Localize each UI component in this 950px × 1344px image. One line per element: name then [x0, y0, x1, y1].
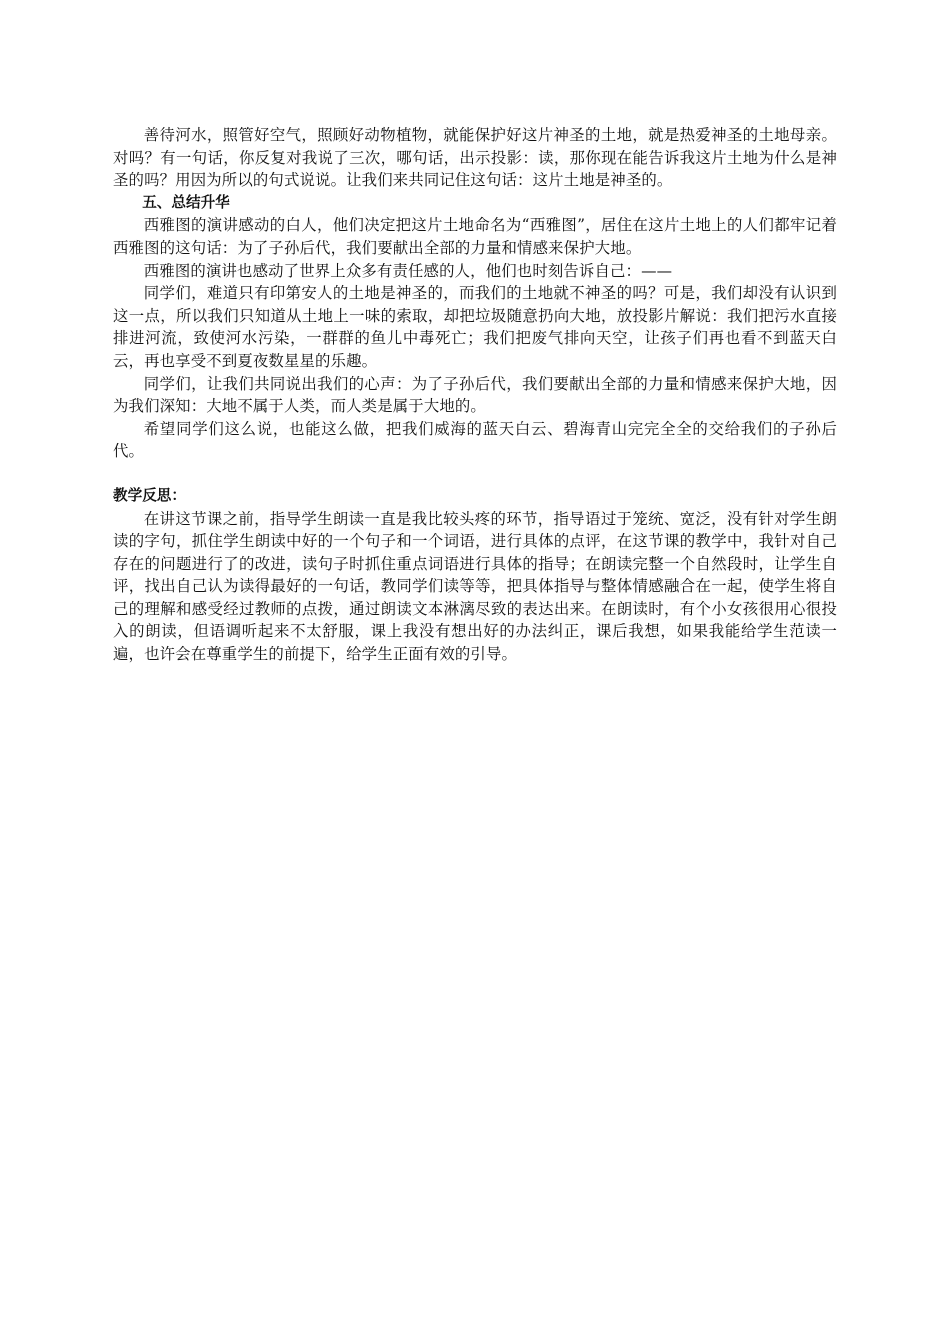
body-paragraph: 希望同学们这么说，也能这么做，把我们威海的蓝天白云、碧海青山完完全全的交给我们的子孙后代。 — [113, 419, 837, 461]
section-heading-summary: 五、总结升华 — [142, 193, 230, 211]
intro-paragraph: 善待河水，照管好空气，照顾好动物植物，就能保护好这片神圣的土地，就是热爱神圣的土地母亲。对吗？有一句话，你反复对我说了三次，哪句话，出示投影：读，那你现在能告诉我这片土地为什么是神圣的吗？用因为所以的句式说说。让我们来共同记住这句话：这片土地是神圣的。 — [113, 126, 837, 190]
body-paragraph: 西雅图的演讲也感动了世界上众多有责任感的人，他们也时刻告诉自己：—— — [143, 261, 673, 280]
document-page — [113, 124, 837, 666]
reflection-paragraph: 在讲这节课之前，指导学生朗读一直是我比较头疼的环节，指导语过于笼统、宽泛，没有针对学生朗读的字句，抓住学生朗读中好的一个句子和一个词语，进行具体的点评，在这节课的教学中，我针对自己存在的问题进行了的改进，读句子时抓住重点词语进行具体的指导；在朗读完整一个自然段时，让学生自评，找出自己认为读得最好的一句话，教同学们读等等，把具体指导与整体情感融合在一起，使学生将自己的理解和感受经过教师的点拨，通过朗读文本淋漓尽致的表达出来。在朗读时，有个小女孩很用心很投入的朗读，但语调听起来不太舒服，课上我没有想出好的办法纠正，课后我想，如果我能给学生范读一遍，也许会在尊重学生的前提下，给学生正面有效的引导。 — [113, 509, 837, 664]
body-paragraph: 西雅图的演讲感动的白人，他们决定把这片土地命名为“西雅图”，居住在这片土地上的人们都牢记着西雅图的这句话：为了子孙后代，我们要献出全部的力量和情感来保护大地。 — [113, 216, 837, 257]
reflection-heading: 教学反思： — [113, 486, 186, 504]
spacer — [113, 463, 837, 485]
body-paragraph: 同学们，让我们共同说出我们的心声：为了子孙后代，我们要献出全部的力量和情感来保护大地，因为我们深知：大地不属于人类，而人类是属于大地的。 — [113, 374, 837, 416]
body-paragraph: 同学们，难道只有印第安人的土地是神圣的，而我们的土地就不神圣的吗？可是，我们却没有认识到这一点，所以我们只知道从土地上一味的索取，却把垃圾随意扔向大地，放投影片解说：我们把污水直接排进河流，致使河水污染，一群群的鱼儿中毒死亡；我们把废气排向天空，让孩子们再也看不到蓝天白云，再也享受不到夏夜数星星的乐趣。 — [113, 284, 837, 370]
